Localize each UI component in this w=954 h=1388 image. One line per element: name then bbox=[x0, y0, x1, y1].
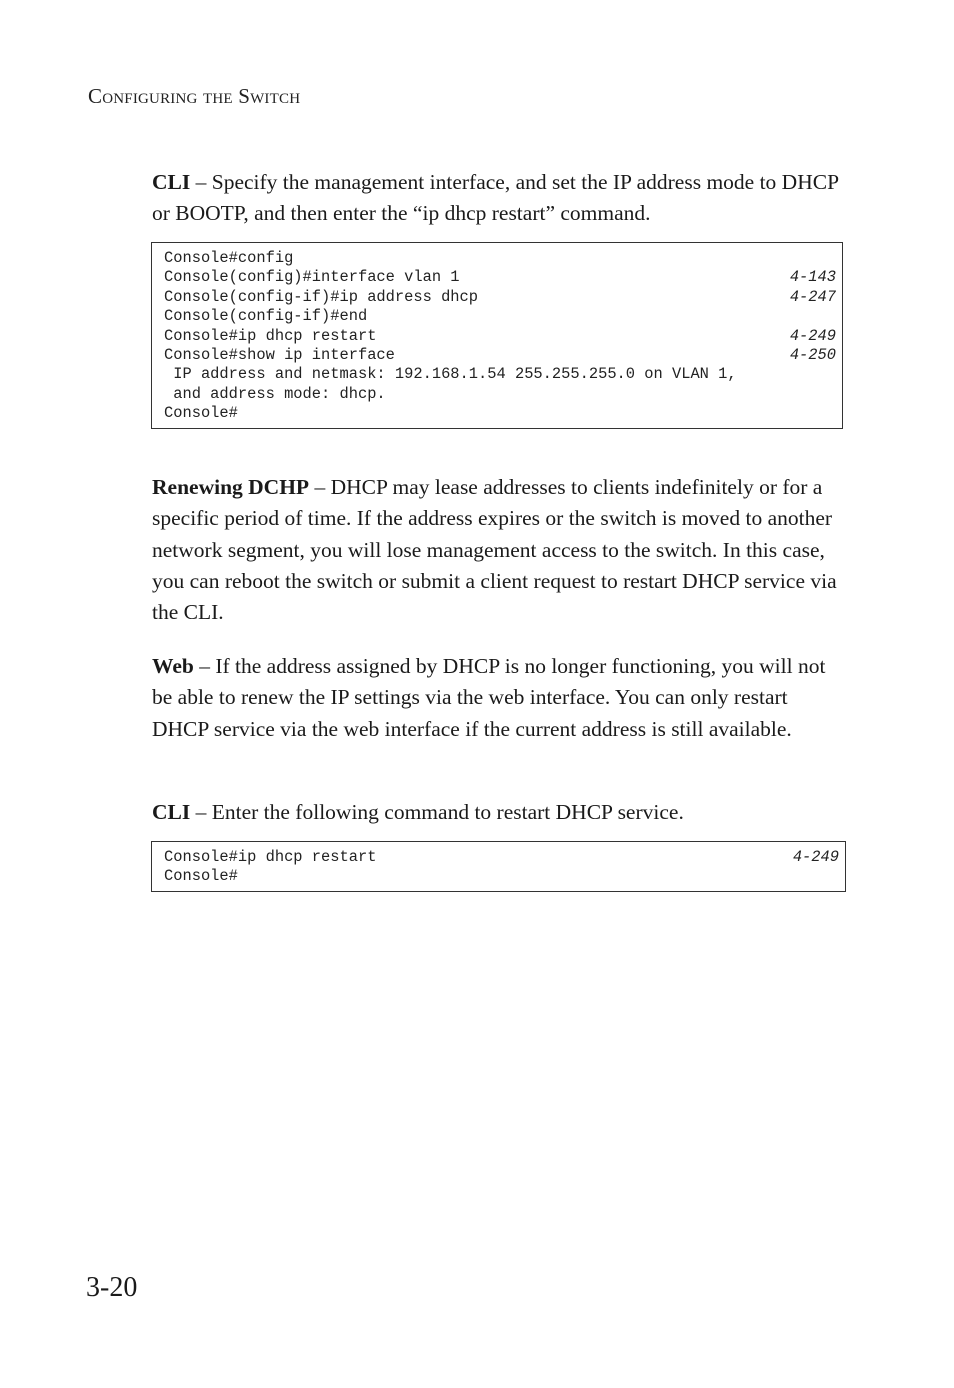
code-line: and address mode: dhcp. bbox=[164, 384, 386, 403]
code-line: Console# bbox=[164, 404, 238, 423]
paragraph-cli-restart bbox=[152, 797, 846, 828]
page-number: 3-20 bbox=[86, 1272, 138, 1303]
paragraph-text: – Specify the management interface, and set the IP address mode to DHCP or BOOTP, and then enter the “ip dhcp restart” command. bbox=[152, 170, 839, 226]
paragraph-text: – Enter the following command to restart DHCP service. bbox=[190, 800, 684, 824]
paragraph-web bbox=[152, 651, 846, 745]
page-reference: 4-143 bbox=[789, 268, 836, 287]
code-block-dhcp-config bbox=[151, 242, 843, 429]
code-line: Console#show ip interface 4-250 bbox=[164, 345, 836, 364]
page-reference: 4-249 bbox=[792, 848, 839, 866]
paragraph-cli-intro bbox=[152, 167, 846, 230]
running-header: Configuring the Switch bbox=[88, 84, 301, 108]
page-reference: 4-247 bbox=[789, 287, 836, 306]
page-reference: 4-250 bbox=[789, 345, 836, 364]
code-line: Console(config)#interface vlan 1 4-143 bbox=[164, 268, 836, 287]
paragraph-text: – DHCP may lease addresses to clients indefinitely or for a specific period of time. If the address expires or the switch is moved to another network segment, you will lose management access to the switch. In this case, you can reboot the switch or submit a client request to restart DHCP service via the CLI. bbox=[152, 475, 837, 625]
paragraph-lead: CLI bbox=[152, 170, 191, 194]
paragraph-text: – If the address assigned by DHCP is no longer functioning, you will not be able to renew the IP settings via the web interface. You can only restart DHCP service via the web interface if the current address is still available. bbox=[152, 654, 826, 741]
paragraph-lead: Renewing DCHP bbox=[152, 475, 310, 499]
code-line: IP address and netmask: 192.168.1.54 255.255.255.0 on VLAN 1, bbox=[164, 365, 737, 384]
code-line: Console#config bbox=[164, 249, 294, 267]
paragraph-lead: Web bbox=[152, 654, 194, 678]
code-line: Console(config-if)#end bbox=[164, 307, 368, 326]
code-line: Console#ip dhcp restart 4-249 bbox=[164, 326, 836, 345]
code-line: Console# bbox=[164, 867, 238, 886]
page-reference: 4-249 bbox=[789, 326, 836, 345]
code-line: Console#ip dhcp restart 4-249 bbox=[164, 848, 839, 866]
paragraph-renewing-dhcp bbox=[152, 472, 846, 628]
code-line: Console(config-if)#ip address dhcp 4-247 bbox=[164, 287, 836, 306]
code-block-dhcp-restart bbox=[151, 841, 846, 892]
paragraph-lead: CLI bbox=[152, 800, 191, 824]
